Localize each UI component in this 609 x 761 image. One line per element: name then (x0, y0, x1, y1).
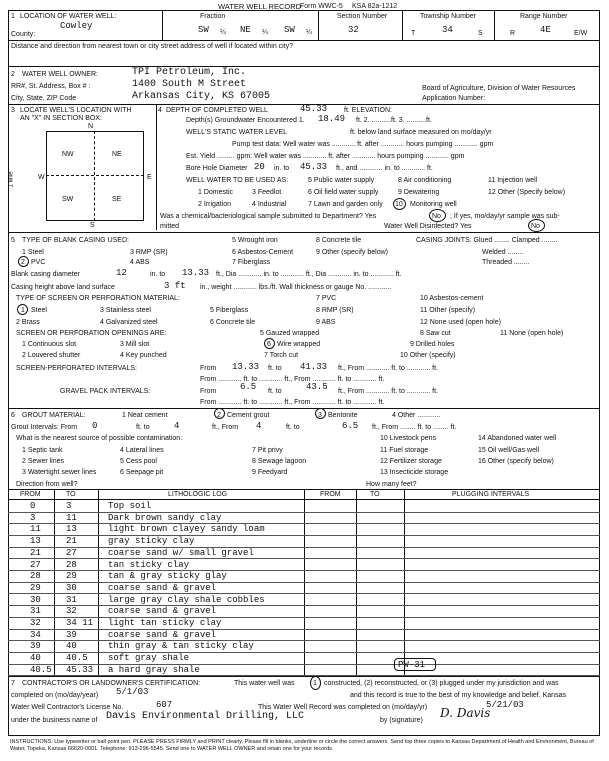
casing-joints: CASING JOINTS: Glued ........ Clamped ........ (416, 237, 558, 244)
bore-depth: 45.33 (300, 162, 328, 172)
log-to: 27 (66, 547, 77, 558)
screen-second-row: From ............ ft. to ............ ft., From ............ ft. to ............ ft. (200, 376, 385, 383)
certification-text-1: This water well was (234, 680, 295, 687)
fraction-3: SW (284, 25, 295, 35)
ne-label: NE (112, 151, 122, 158)
log-row-divider (8, 664, 600, 665)
pump-test-line: Pump test data: Well water was ............ ft. after ............ hours pumping ............ gpm (232, 141, 494, 148)
log-to: 13 (66, 524, 77, 535)
range-ew: E/W (574, 30, 588, 37)
log-to: 21 (66, 536, 77, 547)
log-row-divider (8, 629, 600, 630)
screen-type-label: TYPE OF SCREEN OR PERFORATION MATERIAL: (16, 295, 180, 302)
opening-saw-cut[interactable]: 8 Saw cut (420, 330, 451, 337)
opening-torch-cut[interactable]: 7 Torch cut (264, 352, 299, 359)
gravel-from-label: From (200, 388, 217, 395)
groundwater-label: Depth(s) Groundwater Encountered 1. (186, 117, 305, 124)
log-to: 28 (66, 559, 77, 570)
county-label: County: (11, 31, 36, 38)
opening-continuous[interactable]: 1 Continuous slot (22, 341, 77, 348)
bore-to-label: in. to (274, 165, 290, 172)
instructions-text: INSTRUCTIONS: Use typewriter or ball point pen. PLEASE PRESS FIRMLY and PRINT clearly. Please fill in blanks, underline or circle the correct answers. Send top three copies to Kansas Department of Health and Environment, Bureau of Water, Topeka, Kansas 66620-0001. Telephone: 913-296-5545. Send one to WATER WELL OWNER and retain one for your records. (10, 739, 594, 752)
casing-threaded: Threaded ........ (482, 259, 530, 266)
bore-label: Bore Hole Diameter (186, 165, 248, 172)
opening-mill-slot[interactable]: 3 Mill slot (120, 341, 150, 348)
screen-rmp[interactable]: 8 RMP (SR) (316, 307, 354, 314)
elevation-label: ft. ELEVATION: (344, 107, 392, 114)
screen-abs[interactable]: 9 ABS (316, 319, 336, 326)
log-from: 40 (30, 653, 41, 664)
casing-depth: 13.33 (182, 268, 210, 278)
bore-rest: ft., and ............ in. to ............ ft. (336, 165, 433, 172)
log-from: 27 (30, 559, 41, 570)
log-description: light brown clayey sandy loam (108, 524, 265, 535)
range-number: 4E (540, 25, 551, 35)
contam-insecticide[interactable]: 13 Insecticide storage (380, 469, 449, 476)
certification-label: CONTRACTOR'S OR LANDOWNER'S CERTIFICATION: (22, 680, 201, 687)
contam-septic[interactable]: 1 Septic tank (22, 447, 63, 454)
use-irrigation[interactable]: 2 Irrigation (198, 201, 232, 208)
groundwater-rest: ft. 2. ..........ft. 3. ..........ft. (356, 117, 432, 124)
log-to: 34 11 (66, 618, 94, 628)
contam-cess-pool[interactable]: 5 Cess pool (120, 458, 157, 465)
contam-other[interactable]: 16 Other (specify below) (478, 458, 554, 465)
opening-wire-number[interactable]: 6 (267, 341, 271, 348)
grout-neat-cement[interactable]: 1 Neat cement (122, 412, 168, 419)
section-4-number: 4 (158, 107, 162, 114)
log-from: 29 (30, 582, 41, 593)
board-label: Board of Agriculture, Division of Water Resources (422, 85, 576, 92)
log-header-plugging: PLUGGING INTERVALS (452, 491, 530, 498)
use-monitoring-number[interactable]: 10 (395, 201, 403, 208)
contam-seepage-pit[interactable]: 6 Seepage pit (120, 469, 164, 476)
city-label: City, State, ZIP Code (11, 95, 77, 102)
grout-from-label-2: ft., From (212, 424, 239, 431)
section-1-number: 1 (11, 13, 15, 20)
grout-intervals-rest: ft., From ........ ft. to ........ ft. (372, 424, 457, 431)
contam-livestock[interactable]: 10 Livestock pens (380, 435, 437, 442)
casing-other[interactable]: 9 Other (specify below) (316, 249, 388, 256)
casing-pvc[interactable]: PVC (31, 259, 46, 266)
opening-louvered[interactable]: 2 Louvered shutter (22, 352, 81, 359)
casing-concrete-tile[interactable]: 8 Concrete tile (316, 237, 362, 244)
casing-diameter: 12 (116, 268, 127, 278)
log-row-divider (8, 570, 600, 571)
screen-rest: ft., From ............ ft. to ............ ft. (338, 365, 438, 372)
gravel-second-row: From ............ ft. to ............ ft., From ............ ft. to ............ ft. (200, 399, 385, 406)
grout-from-2: 4 (256, 421, 262, 431)
nw-label: NW (62, 151, 74, 158)
log-row-divider (8, 582, 600, 583)
log-description: coarse sand & gravel (108, 582, 217, 593)
opening-other[interactable]: 10 Other (specify) (400, 352, 456, 359)
log-description: tan & gray sticky glay (108, 571, 227, 582)
log-to: 30 (66, 582, 77, 593)
east-label: E (147, 174, 152, 181)
casing-height: 3 ft (164, 281, 186, 291)
opening-none[interactable]: 11 None (open hole) (500, 330, 564, 337)
gravel-rest: ft., From ............ ft. to ............ ft. (338, 388, 438, 395)
screen-fiberglass[interactable]: 5 Fiberglass (210, 307, 249, 314)
log-header-from-2: FROM (320, 491, 341, 498)
screen-asbestos[interactable]: 10 Asbestos-cement (420, 295, 484, 302)
log-description: gray sticky clay (108, 536, 195, 547)
casing-asbestos-cement[interactable]: 6 Asbestos-Cement (232, 249, 294, 256)
fraction-label: Fraction (200, 13, 226, 20)
casing-diameter-label: Blank casing diameter (11, 271, 80, 278)
casing-wrought-iron[interactable]: 5 Wrought iron (232, 237, 278, 244)
screen-galvanized[interactable]: 4 Galvanized steel (100, 319, 158, 326)
log-from: 32 (30, 618, 41, 628)
yield-line: Est. Yield ......... gpm: Well water was ............ ft. after ............ hours pumping ............ gpm (186, 153, 465, 160)
how-many-feet-label: How many feet? (366, 481, 417, 488)
log-from: 3 (30, 512, 36, 523)
grout-to-label-2: ft. to (286, 424, 300, 431)
completed-date: 5/1/03 (116, 687, 149, 697)
log-to: 40.5 (66, 653, 88, 664)
log-to: 31 (66, 594, 77, 605)
casing-type-label: TYPE OF BLANK CASING USED: (22, 237, 129, 244)
gravel-to-label: ft. to (268, 388, 282, 395)
casing-abs[interactable]: 4 ABS (130, 259, 150, 266)
quarter-mark: ¼ (220, 29, 226, 36)
form-number: Form WWC-5 (300, 3, 343, 10)
log-description: thin gray & tan sticky clay (108, 641, 254, 652)
log-row-divider (8, 593, 600, 594)
screen-concrete[interactable]: 6 Concrete tile (210, 319, 256, 326)
static-level-rest: ft. below land surface measured on mo/day/yr (350, 129, 492, 136)
section-number-label: Section Number (337, 13, 388, 20)
certification-choice-1[interactable]: 1 (313, 680, 317, 687)
log-to: 29 (66, 571, 77, 582)
contam-pit-privy[interactable]: 7 Pit privy (252, 447, 283, 454)
form-title: WATER WELL RECORD (218, 2, 302, 11)
grout-to-1: 4 (174, 421, 180, 431)
signature: D. Davis (440, 706, 491, 720)
use-other[interactable]: 12 Other (Specify below) (488, 189, 566, 196)
screen-steel-number[interactable]: 1 (21, 307, 25, 314)
screen-from-label: From (200, 365, 217, 372)
grout-to-label-1: ft. to (136, 424, 150, 431)
contam-abandoned-well[interactable]: 14 Abandoned water well (478, 435, 557, 442)
log-from: 28 (30, 571, 41, 582)
screen-other[interactable]: 11 Other (specify) (420, 307, 476, 314)
screen-steel[interactable]: Steel (31, 307, 47, 314)
opening-drilled[interactable]: 9 Drilled holes (410, 341, 455, 348)
log-row-divider (8, 547, 600, 548)
casing-to-label: in. to (150, 271, 166, 278)
use-dewatering[interactable]: 9 Dewatering (398, 189, 440, 196)
log-to: 39 (66, 629, 77, 640)
chem-no[interactable]: No (432, 213, 441, 220)
section-7-number: 7 (11, 680, 15, 687)
log-row-divider (8, 558, 600, 559)
screen-none[interactable]: 12 None used (open hole) (420, 319, 501, 326)
casing-welded: Welded ........ (482, 249, 524, 256)
locate-label: LOCATE WELL'S LOCATION WITH (20, 107, 132, 114)
log-description: Dark brown sandy clay (108, 512, 222, 523)
gravel-to: 43.5 (306, 382, 328, 392)
business-name: Davis Environmental Drilling, LLC (106, 711, 305, 722)
section-number: 32 (348, 25, 359, 35)
chem-rest: ; If yes, mo/day/yr sample was sub- (450, 213, 560, 220)
record-completed-label: This Water Well Record was completed on (mo/day/yr) (258, 704, 428, 711)
log-from: 21 (30, 547, 41, 558)
city-value: Arkansas City, KS 67005 (132, 91, 271, 102)
gravel-pack-label: GRAVEL PACK INTERVALS: (60, 388, 151, 395)
certification-text-2: constructed, (2) reconstructed, or (3) plugged under my jurisdiction and was (324, 680, 559, 687)
depth-label: DEPTH OF COMPLETED WELL (166, 107, 268, 114)
casing-diameter-rest: ft., Dia ............ in. to ............ ft., Dia ............ in. to ............ ft. (216, 271, 402, 278)
township-t: T (411, 30, 416, 37)
opening-key-punched[interactable]: 4 Key punched (120, 352, 167, 359)
quarter-mark: ¼ (262, 29, 268, 36)
log-to: 40 (66, 641, 77, 652)
grout-label: GROUT MATERIAL: (22, 412, 86, 419)
log-row-divider (8, 652, 600, 653)
contam-watertight[interactable]: 3 Watertight sewer lines (22, 469, 97, 476)
log-row-divider (8, 640, 600, 641)
range-r: R (510, 30, 516, 37)
log-header-to: TO (66, 491, 76, 498)
grout-bentonite[interactable]: Bentonite (328, 412, 358, 419)
contam-feedyard[interactable]: 9 Feedyard (252, 469, 288, 476)
record-completed-date: 5/21/03 (486, 700, 524, 710)
sw-label: SW (62, 196, 74, 203)
screen-from: 13.33 (232, 362, 260, 372)
grout-other[interactable]: 4 Other ............ (392, 412, 441, 419)
locate-label-2: AN "X" IN SECTION BOX: (20, 115, 102, 122)
log-description: coarse sand & gravel (108, 629, 217, 640)
use-air-conditioning[interactable]: 8 Air conditioning (398, 177, 452, 184)
depth-value: 45.33 (300, 104, 328, 114)
log-to: 45.33 (66, 664, 94, 675)
log-description: large gray clay shale cobbles (108, 594, 265, 605)
address-value: 1400 South M Street (132, 79, 247, 90)
log-description: a hard gray shale (108, 664, 200, 675)
log-from: 11 (30, 524, 41, 535)
log-from: 31 (30, 606, 41, 617)
completed-label: completed on (mo/day/year) (11, 692, 99, 699)
casing-steel[interactable]: 1 Steel (22, 249, 44, 256)
quarter-mark: ¼ (306, 29, 312, 36)
log-header-from: FROM (20, 491, 41, 498)
license-number: 607 (156, 700, 173, 710)
township-s: S (478, 30, 483, 37)
log-to: 11 (66, 512, 77, 523)
business-name-label: under the business name of (11, 717, 98, 724)
grout-from-1: 0 (92, 421, 98, 431)
mile-label: 1 Mile (8, 171, 15, 188)
grout-intervals-label: Grout Intervals: From (11, 424, 78, 431)
use-oil-field[interactable]: 6 Oil field water supply (308, 189, 379, 196)
use-label: WELL WATER TO BE USED AS: (186, 177, 289, 184)
gravel-from: 6.5 (240, 382, 257, 392)
opening-wire-wrapped[interactable]: Wire wrapped (277, 341, 321, 348)
use-injection-well[interactable]: 11 Injection well (488, 177, 538, 184)
log-from: 34 (30, 629, 41, 640)
groundwater-value: 18.49 (318, 114, 346, 124)
se-label: SE (112, 196, 122, 203)
use-monitoring-well[interactable]: Monitoring well (410, 201, 457, 208)
contam-lateral[interactable]: 4 Lateral lines (120, 447, 164, 454)
address-label: RR#, St. Address, Box # : (11, 83, 91, 90)
static-level-label: WELL'S STATIC WATER LEVEL (186, 129, 288, 136)
signature-label: by (signature) (380, 717, 423, 724)
use-domestic[interactable]: 1 Domestic (198, 189, 234, 196)
use-lawn-garden[interactable]: 7 Lawn and garden only (308, 201, 383, 208)
log-from: 39 (30, 641, 41, 652)
log-header-to-2: TO (370, 491, 380, 498)
screen-pvc[interactable]: 7 PVC (316, 295, 337, 302)
log-from: 0 (30, 501, 36, 511)
log-description: soft gray shale (108, 653, 190, 664)
section-6-number: 6 (11, 412, 15, 419)
fraction-1: SW (198, 25, 209, 35)
screen-brass[interactable]: 2 Brass (16, 319, 40, 326)
range-label: Range Number (520, 13, 568, 20)
county-value: Cowley (60, 21, 93, 31)
casing-pvc-number[interactable]: 2 (21, 259, 25, 266)
disinfected-no[interactable]: No (531, 223, 540, 230)
screen-stainless[interactable]: 3 Stainless steel (100, 307, 151, 314)
casing-rmp[interactable]: 3 RMP (SR) (130, 249, 168, 256)
log-description: tan sticky clay (108, 559, 190, 570)
section-3-number: 3 (11, 107, 15, 114)
grout-cement-number[interactable]: 2 (217, 412, 221, 419)
contam-oil-gas-well[interactable]: 15 Oil well/Gas well (478, 447, 540, 454)
log-description: Top soil (108, 501, 152, 511)
chem-question: Was a chemical/bacteriological sample submitted to Department? Yes (160, 213, 377, 220)
log-row-divider (8, 523, 600, 524)
contam-fertilizer[interactable]: 12 Fertilizer storage (380, 458, 442, 465)
casing-fiberglass[interactable]: 7 Fiberglass (232, 259, 271, 266)
license-label: Water Well Contractor's License No. (11, 704, 124, 711)
opening-gauzed[interactable]: 5 Gauzed wrapped (260, 330, 320, 337)
casing-height-label: Casing height above land surface (11, 284, 115, 291)
screen-intervals-label: SCREEN-PERFORATED INTERVALS: (16, 365, 137, 372)
section-2-number: 2 (11, 71, 15, 78)
log-from: 13 (30, 536, 41, 547)
log-to: 32 (66, 606, 77, 617)
use-feedlot[interactable]: 3 Feedlot (252, 189, 282, 196)
contam-fuel[interactable]: 11 Fuel storage (380, 447, 429, 454)
distance-label: Distance and direction from nearest town or city street address of well if located within city? (11, 43, 294, 50)
use-industrial[interactable]: 4 Industrial (252, 201, 287, 208)
owner-value: TPI Petroleum, Inc. (132, 67, 247, 78)
handwritten-note: PW-31 (398, 660, 426, 670)
log-from: 30 (30, 594, 41, 605)
log-to: 3 (66, 501, 72, 511)
log-description: coarse sand & gravel (108, 606, 217, 617)
direction-label: Direction from well? (16, 481, 78, 488)
openings-label: SCREEN OR PERFORATION OPENINGS ARE: (16, 330, 167, 337)
log-row-divider (8, 535, 600, 536)
log-from: 40.5 (30, 664, 52, 675)
fraction-2: NE (240, 25, 251, 35)
grout-bentonite-number[interactable]: 3 (318, 412, 322, 419)
screen-to-label: ft. to (268, 365, 282, 372)
section-5-number: 5 (11, 237, 15, 244)
log-description: coarse sand w/ small gravel (108, 547, 254, 558)
chem-mitted: mitted (160, 223, 180, 230)
ksa-reference: KSA 82a-1212 (352, 3, 398, 10)
south-label: S (90, 222, 95, 229)
log-description: light tan sticky clay (108, 618, 222, 628)
township-number: 34 (442, 25, 453, 35)
location-label: LOCATION OF WATER WELL: (20, 13, 117, 20)
north-label: N (88, 123, 94, 130)
grout-cement[interactable]: Cement grout (227, 412, 270, 419)
contamination-label: What is the nearest source of possible contamination: (16, 435, 183, 442)
casing-height-rest: in., weight ............ lbs./ft. Wall thickness or gauge No. ............ (200, 284, 392, 291)
contam-sewage-lagoon[interactable]: 8 Sewage lagoon (252, 458, 307, 465)
completed-rest: and this record is true to the best of my knowledge and belief. Kansas (350, 692, 566, 699)
disinfected-question: Water Well Disinfected? Yes (384, 223, 472, 230)
log-header-lithologic: LITHOLOGIC LOG (168, 491, 228, 498)
township-label: Township Number (420, 13, 477, 20)
west-label: W (38, 174, 45, 181)
grout-to-2: 6.5 (342, 421, 359, 431)
owner-label: WATER WELL OWNER: (22, 71, 98, 78)
log-row-divider (8, 605, 600, 606)
contam-sewer[interactable]: 2 Sewer lines (22, 458, 65, 465)
bore-diameter: 20 (254, 162, 265, 172)
screen-to: 41.33 (300, 362, 328, 372)
use-public-supply[interactable]: 5 Public water supply (308, 177, 375, 184)
log-row-divider (8, 512, 600, 513)
application-number-label: Application Number: (422, 95, 486, 102)
log-row-divider (8, 617, 600, 618)
